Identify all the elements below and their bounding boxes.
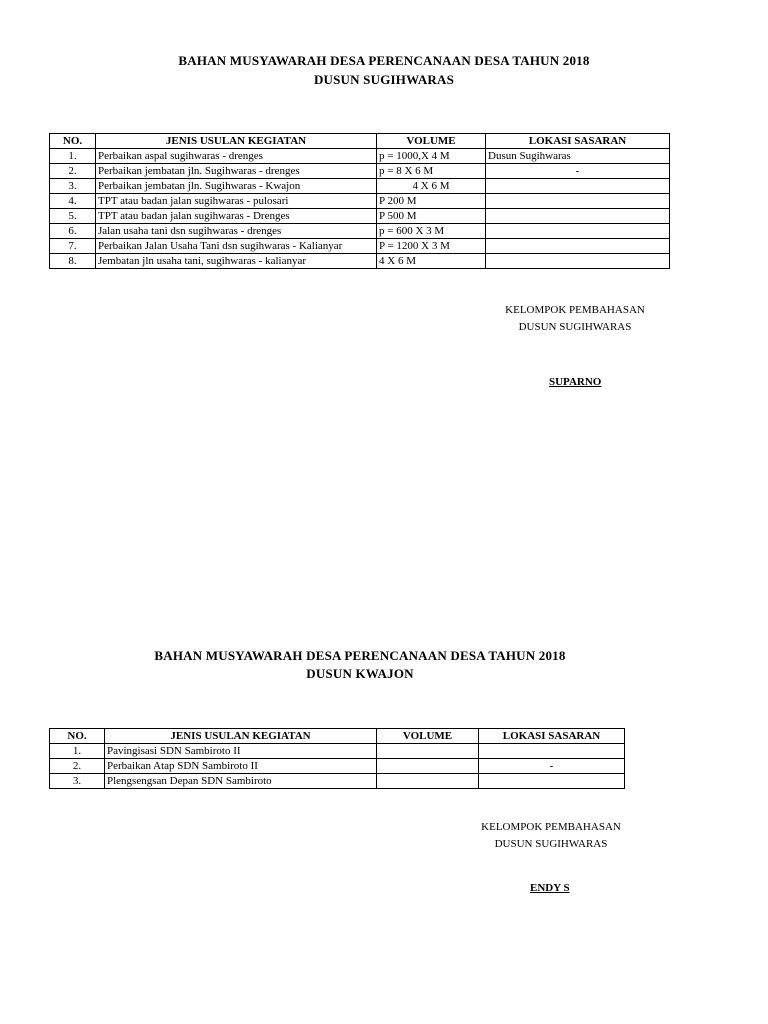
cell-no: 3. — [50, 179, 96, 194]
cell-no: 3. — [50, 774, 105, 789]
header-jenis: JENIS USULAN KEGIATAN — [105, 729, 377, 744]
section2-signer-name: ENDY S — [530, 882, 570, 894]
cell-volume: p = 8 X 6 M — [377, 164, 486, 179]
cell-lokasi — [486, 254, 670, 269]
cell-lokasi: - — [486, 164, 670, 179]
cell-no: 2. — [50, 759, 105, 774]
section1-sign-block — [470, 302, 680, 336]
sign-group-label: KELOMPOK PEMBAHASAN — [481, 821, 621, 833]
table-row — [50, 254, 670, 269]
header-volume: VOLUME — [377, 134, 486, 149]
cell-jenis: TPT atau badan jalan sugihwaras - pulosari — [96, 194, 377, 209]
sign-dusun-label: DUSUN SUGIHWARAS — [518, 321, 632, 333]
cell-jenis: Jalan usaha tani dsn sugihwaras - drenges — [96, 224, 377, 239]
cell-lokasi — [486, 224, 670, 239]
section1-signer-name: SUPARNO — [549, 376, 602, 388]
cell-lokasi: - — [479, 759, 625, 774]
table-row — [50, 759, 625, 774]
cell-no: 8. — [50, 254, 96, 269]
cell-volume: P 200 M — [377, 194, 486, 209]
cell-no: 2. — [50, 164, 96, 179]
table-header-row — [50, 729, 625, 744]
cell-no: 5. — [50, 209, 96, 224]
cell-volume: 4 X 6 M — [377, 179, 486, 194]
cell-lokasi — [486, 194, 670, 209]
cell-jenis: Plengsengsan Depan SDN Sambiroto — [105, 774, 377, 789]
cell-lokasi — [486, 239, 670, 254]
sign-dusun-label: DUSUN SUGIHWARAS — [494, 838, 608, 850]
cell-jenis: Perbaikan Atap SDN Sambiroto II — [105, 759, 377, 774]
header-no: NO. — [50, 134, 96, 149]
cell-no: 4. — [50, 194, 96, 209]
section2-sign-block — [446, 819, 656, 853]
cell-volume — [377, 744, 479, 759]
section2-table — [49, 728, 625, 789]
section1-title: BAHAN MUSYAWARAH DESA PERENCANAAN DESA TAHUN 2018 — [178, 53, 590, 68]
cell-no: 1. — [50, 149, 96, 164]
cell-volume — [377, 774, 479, 789]
cell-jenis: Jembatan jln usaha tani, sugihwaras - kalianyar — [96, 254, 377, 269]
cell-jenis: Perbaikan jembatan jln. Sugihwaras - drenges — [96, 164, 377, 179]
cell-lokasi — [479, 774, 625, 789]
table-row — [50, 194, 670, 209]
cell-volume: p = 600 X 3 M — [377, 224, 486, 239]
header-lokasi: LOKASI SASARAN — [486, 134, 670, 149]
header-volume: VOLUME — [377, 729, 479, 744]
table-row — [50, 744, 625, 759]
cell-jenis: Pavingisasi SDN Sambiroto II — [105, 744, 377, 759]
cell-volume: P 500 M — [377, 209, 486, 224]
cell-lokasi — [486, 209, 670, 224]
cell-no: 7. — [50, 239, 96, 254]
cell-lokasi — [479, 744, 625, 759]
section1-table — [49, 133, 670, 269]
table-row — [50, 224, 670, 239]
header-lokasi: LOKASI SASARAN — [479, 729, 625, 744]
header-no: NO. — [50, 729, 105, 744]
table-row — [50, 179, 670, 194]
cell-no: 1. — [50, 744, 105, 759]
section2-title: BAHAN MUSYAWARAH DESA PERENCANAAN DESA TAHUN 2018 — [154, 648, 566, 663]
cell-volume: P = 1200 X 3 M — [377, 239, 486, 254]
cell-volume — [377, 759, 479, 774]
header-jenis: JENIS USULAN KEGIATAN — [96, 134, 377, 149]
cell-jenis: Perbaikan aspal sugihwaras - drenges — [96, 149, 377, 164]
cell-jenis: Perbaikan jembatan jln. Sugihwaras - Kwajon — [96, 179, 377, 194]
table-row — [50, 164, 670, 179]
section1-subtitle: DUSUN SUGIHWARAS — [313, 72, 455, 87]
cell-volume: p = 1000,X 4 M — [377, 149, 486, 164]
section2-subtitle: DUSUN KWAJON — [306, 666, 414, 681]
cell-no: 6. — [50, 224, 96, 239]
cell-lokasi: Dusun Sugihwaras — [486, 149, 670, 164]
cell-jenis: Perbaikan Jalan Usaha Tani dsn sugihwaras - Kalianyar — [96, 239, 377, 254]
cell-jenis: TPT atau badan jalan sugihwaras - Drenges — [96, 209, 377, 224]
cell-volume: 4 X 6 M — [377, 254, 486, 269]
table-row — [50, 149, 670, 164]
table-header-row — [50, 134, 670, 149]
table-row — [50, 774, 625, 789]
table-row — [50, 239, 670, 254]
sign-group-label: KELOMPOK PEMBAHASAN — [505, 304, 645, 316]
cell-lokasi — [486, 179, 670, 194]
table-row — [50, 209, 670, 224]
